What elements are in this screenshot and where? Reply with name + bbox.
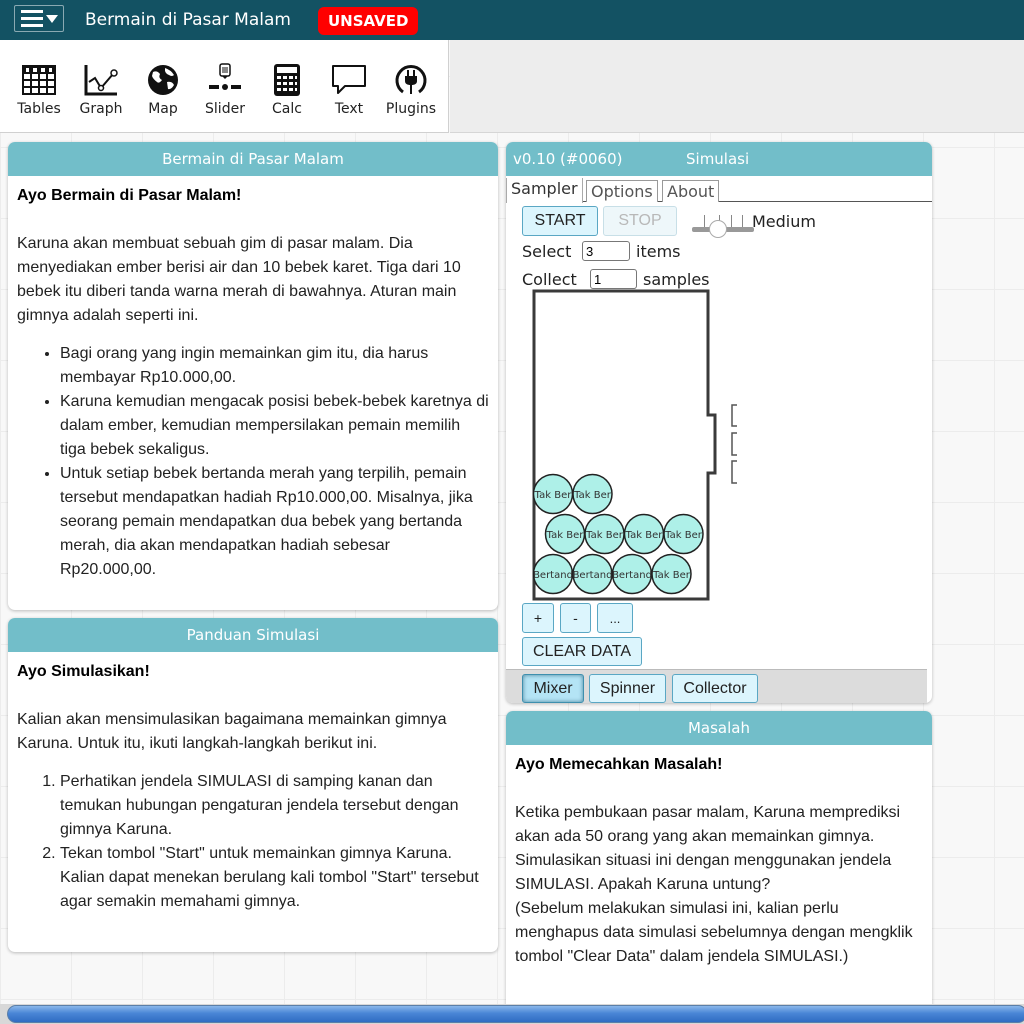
guide-heading: Ayo Simulasikan! [17, 663, 150, 680]
select-items-input[interactable] [582, 241, 630, 261]
ball-label: Tak Ber [625, 530, 663, 541]
globe-icon [145, 62, 181, 98]
tile-title: Simulasi [686, 150, 750, 168]
ball-label: Tak Ber [665, 530, 702, 541]
tool-label: Graph [79, 101, 123, 117]
guide-text-tile[interactable] [8, 618, 498, 952]
hamburger-menu-icon [21, 10, 43, 27]
graph-icon [83, 62, 119, 98]
tool-calc[interactable] [256, 40, 318, 133]
tool-map[interactable] [132, 40, 194, 133]
list-item: 1. Perhatikan jendela SIMULASI di samping kanan dan temukan hubungan pengaturan jendela tersebut dengan gimnya Karuna. [60, 770, 489, 842]
slider-knob[interactable] [709, 220, 727, 238]
tool-plugins[interactable] [380, 40, 442, 133]
tile-title-bar[interactable] [506, 142, 932, 176]
intro-heading: Ayo Bermain di Pasar Malam! [17, 187, 242, 204]
ball-label: Tak Ber [586, 530, 623, 541]
speech-bubble-icon [331, 62, 367, 98]
tab-options[interactable]: Options [586, 180, 658, 202]
table-icon [21, 62, 57, 98]
mixer-ball[interactable] [546, 515, 585, 554]
stop-button[interactable]: STOP [603, 206, 677, 236]
tile-title[interactable]: Bermain di Pasar Malam [8, 142, 498, 176]
tool-shelf [0, 40, 449, 133]
start-button[interactable]: START [522, 206, 598, 236]
tile-content[interactable] [8, 652, 498, 922]
tool-label: Text [334, 101, 364, 117]
ball-label: Tak Ber [574, 490, 611, 501]
ball-label: Tak Ber [546, 530, 584, 541]
mixer-container[interactable] [531, 287, 741, 602]
tab-sampler[interactable]: Sampler [506, 178, 583, 203]
tool-label: Slider [205, 101, 245, 117]
mixer-ball[interactable] [533, 555, 573, 594]
mixer-ball[interactable] [585, 515, 624, 554]
plug-icon [393, 62, 429, 98]
sampler-tabs [506, 176, 932, 202]
document-title[interactable]: Bermain di Pasar Malam [85, 10, 291, 30]
sample-slots [732, 405, 737, 483]
tool-label: Tables [17, 101, 61, 117]
guide-paragraph: Kalian akan mensimulasikan bagaimana memainkan gimnya Karuna. Untuk itu, ikuti langkah-langkah berikut ini. [17, 711, 447, 752]
mixer-ball[interactable] [612, 555, 652, 594]
horizontal-scrollbar[interactable] [0, 1004, 1024, 1024]
tile-content[interactable] [506, 745, 932, 977]
tile-content[interactable] [8, 176, 498, 590]
more-options-button[interactable]: ... [597, 603, 633, 633]
tool-tables[interactable] [8, 40, 70, 133]
rules-list [17, 342, 489, 582]
clear-data-button[interactable]: CLEAR DATA [522, 637, 642, 666]
caret-down-icon [46, 15, 58, 23]
tool-label: Calc [272, 101, 302, 117]
speed-slider[interactable] [692, 212, 754, 242]
device-spinner-button[interactable]: Spinner [589, 674, 666, 703]
mixer-ball[interactable] [664, 515, 703, 554]
ball-label: Bertand [533, 570, 573, 581]
list-item: 2. Tekan tombol "Start" untuk memainkan gimnya Karuna. Kalian dapat menekan berulang kali tombol "Start" tersebut agar semakin memahami gimnya. [60, 842, 489, 914]
steps-list [17, 770, 489, 914]
tool-text[interactable] [318, 40, 380, 133]
mixer-ball[interactable] [625, 515, 664, 554]
problem-note: (Sebelum melakukan simulasi ini, kalian perlu menghapus data simulasi sebelumnya dengan mengklik tombol "Clear Data" dalam jendela SIMULASI.) [515, 900, 913, 965]
select-label: Select [522, 242, 572, 261]
ball-label: Tak Ber [653, 570, 690, 581]
tool-label: Plugins [385, 101, 437, 117]
tool-label: Map [148, 101, 178, 117]
list-item: • Karuna kemudian mengacak posisi bebek-bebek karetnya di dalam ember, kemudian mempersilakan pemain memilih tiga bebek sekaligus. [60, 390, 489, 462]
scrollbar-thumb[interactable] [7, 1005, 1024, 1023]
tile-title[interactable]: Panduan Simulasi [8, 618, 498, 652]
plugin-version: v0.10 (#0060) [513, 150, 623, 168]
mixer-ball[interactable] [534, 475, 573, 514]
list-item: • Untuk setiap bebek bertanda merah yang terpilih, pemain tersebut mendapatkan hadiah Rp10.000,00. Misalnya, jika seorang pemain mendapatkan dua bebek yang bertanda merah, dia akan mendapatkan hadiah sebesar Rp20.000,00. [60, 462, 489, 582]
remove-item-button[interactable]: - [560, 603, 591, 633]
mixer-ball[interactable] [573, 475, 612, 514]
tab-about[interactable]: About [662, 180, 719, 202]
intro-paragraph: Karuna akan membuat sebuah gim di pasar malam. Dia menyediakan ember berisi air dan 10 bebek karet. Tiga dari 10 bebek itu diberi tanda warna merah di bawahnya. Aturan main gimnya adalah seperti ini. [17, 235, 461, 324]
problem-paragraph: Ketika pembukaan pasar malam, Karuna memprediksi akan ada 50 orang yang akan memainkan gimnya. Simulasikan situasi ini dengan menggunakan jendela SIMULASI. Apakah Karuna untung? [515, 804, 901, 893]
select-unit: items [636, 242, 681, 261]
ball-label: Bertand [572, 570, 613, 581]
top-bar [0, 0, 1024, 40]
speed-label: Medium [752, 212, 816, 231]
mixer-ball[interactable] [652, 555, 691, 594]
toolbar-empty-area [450, 40, 1024, 133]
problem-heading: Ayo Memecahkan Masalah! [515, 756, 723, 773]
collect-unit: samples [643, 270, 710, 289]
device-selector [506, 669, 927, 703]
device-collector-button[interactable]: Collector [672, 674, 758, 703]
mixer-ball[interactable] [573, 555, 613, 594]
calculator-icon [269, 62, 305, 98]
collect-label: Collect [522, 270, 577, 289]
tool-graph[interactable] [70, 40, 132, 133]
list-item: • Bagi orang yang ingin memainkan gim itu, dia harus membayar Rp10.000,00. [60, 342, 489, 390]
tile-title[interactable]: Masalah [506, 711, 932, 745]
unsaved-badge: UNSAVED [318, 7, 418, 35]
intro-text-tile[interactable] [8, 142, 498, 610]
add-item-button[interactable]: + [522, 603, 554, 633]
ball-label: Bertand [612, 570, 652, 581]
device-mixer-button[interactable]: Mixer [522, 674, 584, 703]
main-menu-button[interactable] [14, 5, 64, 32]
problem-text-tile[interactable] [506, 711, 932, 1024]
simulation-tile[interactable] [506, 142, 932, 703]
collect-samples-input[interactable] [590, 269, 637, 289]
ball-label: Tak Ber [534, 490, 572, 501]
tool-slider[interactable] [194, 40, 256, 133]
slider-icon [207, 62, 243, 98]
